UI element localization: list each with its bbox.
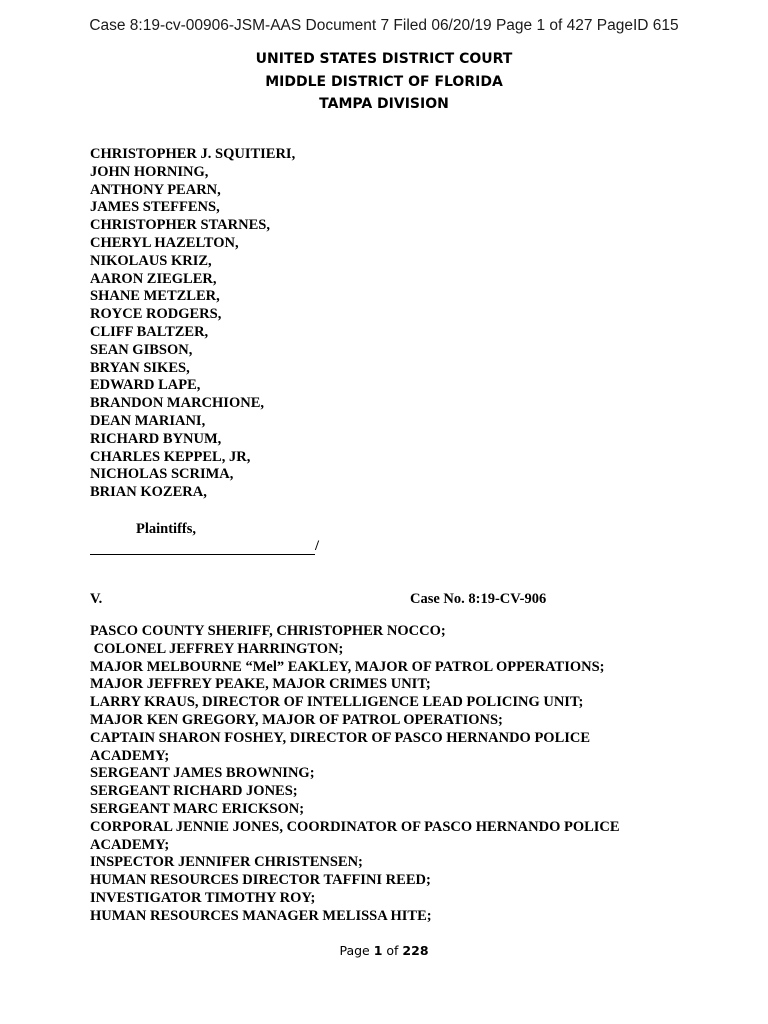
plaintiff-name: NIKOLAUS KRIZ, — [90, 252, 212, 269]
plaintiff-name: CHARLES KEPPEL, JR, — [90, 448, 251, 465]
defendants-list — [90, 623, 690, 926]
footer-middle: of — [382, 943, 403, 958]
plaintiff-name: SHANE METZLER, — [90, 288, 220, 305]
caption-rule — [90, 538, 315, 555]
case-number: Case No. 8:19-CV-906 — [410, 591, 547, 607]
defendant-line: CORPORAL JENNIE JONES, COORDINATOR OF PASCO HERNANDO POLICE — [90, 818, 620, 835]
defendant-line: HUMAN RESOURCES DIRECTOR TAFFINI REED; — [90, 872, 431, 889]
plaintiff-name: BRIAN KOZERA, — [90, 484, 207, 501]
plaintiff-name: BRANDON MARCHIONE, — [90, 395, 264, 412]
filing-header-stamp: Case 8:19-cv-00906-JSM-AAS Document 7 Filed 06/20/19 Page 1 of 427 PageID 615 — [89, 17, 679, 34]
plaintiff-name: NICHOLAS SCRIMA, — [90, 466, 234, 483]
footer-current-page: 1 — [373, 943, 383, 958]
court-division: TAMPA DIVISION — [319, 96, 449, 112]
plaintiff-name: CHERYL HAZELTON, — [90, 234, 239, 251]
page-footer — [0, 943, 768, 958]
versus-label: V. — [90, 591, 103, 607]
defendant-line: MAJOR JEFFREY PEAKE, MAJOR CRIMES UNIT; — [90, 676, 431, 693]
plaintiff-name: ROYCE RODGERS, — [90, 306, 222, 323]
caption-slash: / — [315, 538, 320, 554]
plaintiff-name: CLIFF BALTZER, — [90, 323, 209, 340]
caption-divider — [90, 538, 319, 555]
court-caption — [0, 48, 768, 116]
plaintiff-name: CHRISTOPHER J. SQUITIERI, — [90, 146, 296, 162]
defendant-line: SERGEANT RICHARD JONES; — [90, 783, 298, 800]
defendant-line: INVESTIGATOR TIMOTHY ROY; — [90, 889, 316, 906]
plaintiff-name: BRYAN SIKES, — [90, 359, 190, 376]
plaintiff-name: JOHN HORNING, — [90, 163, 209, 180]
plaintiff-name: RICHARD BYNUM, — [90, 430, 222, 447]
defendant-line: ACADEMY; — [90, 836, 170, 853]
defendant-line: HUMAN RESOURCES MANAGER MELISSA HITE; — [90, 907, 432, 924]
plaintiff-name: CHRISTOPHER STARNES, — [90, 217, 270, 234]
defendant-line: LARRY KRAUS, DIRECTOR OF INTELLIGENCE LEAD POLICING UNIT; — [90, 694, 584, 711]
defendant-line: ACADEMY; — [90, 747, 170, 764]
defendant-line: INSPECTOR JENNIFER CHRISTENSEN; — [90, 854, 363, 871]
court-district: MIDDLE DISTRICT OF FLORIDA — [265, 73, 503, 90]
plaintiff-name: ANTHONY PEARN, — [90, 181, 221, 198]
defendant-line: MAJOR KEN GREGORY, MAJOR OF PATROL OPERATIONS; — [90, 711, 503, 728]
defendant-line: MAJOR MELBOURNE “Mel” EAKLEY, MAJOR OF PATROL OPPERATIONS; — [90, 658, 605, 675]
plaintiff-name: EDWARD LAPE, — [90, 377, 201, 394]
plaintiffs-label: Plaintiffs, — [136, 521, 197, 537]
defendant-line: SERGEANT JAMES BROWNING; — [90, 765, 315, 782]
plaintiff-name: JAMES STEFFENS, — [90, 199, 220, 216]
plaintiff-name: SEAN GIBSON, — [90, 341, 193, 358]
court-name: UNITED STATES DISTRICT COURT — [255, 51, 513, 67]
defendant-line: CAPTAIN SHARON FOSHEY, DIRECTOR OF PASCO HERNANDO POLICE — [90, 729, 591, 746]
footer-prefix: Page — [339, 943, 374, 958]
footer-total-pages: 228 — [402, 943, 429, 958]
defendant-line: PASCO COUNTY SHERIFF, CHRISTOPHER NOCCO; — [90, 623, 446, 639]
defendant-line: COLONEL JEFFREY HARRINGTON; — [90, 640, 344, 657]
defendant-line: SERGEANT MARC ERICKSON; — [90, 800, 305, 817]
plaintiff-name: DEAN MARIANI, — [90, 412, 206, 429]
plaintiff-name: AARON ZIEGLER, — [90, 270, 217, 287]
plaintiffs-list — [90, 146, 295, 502]
